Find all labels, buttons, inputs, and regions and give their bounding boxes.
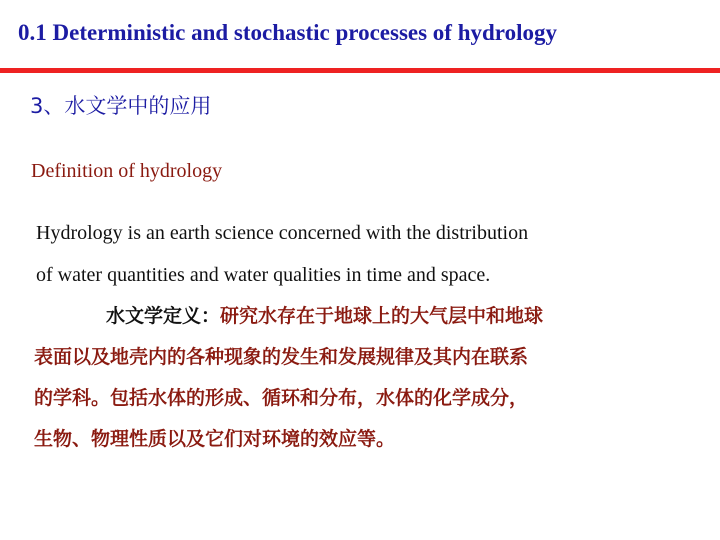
title-divider — [0, 68, 720, 73]
slide-title: 0.1 Deterministic and stochastic processes of hydrology — [18, 20, 557, 45]
english-definition-line: Hydrology is an earth science concerned with the distribution — [36, 222, 529, 244]
english-definition — [36, 212, 706, 296]
chinese-definition-line: 表面以及地壳内的各种现象的发生和发展规律及其内在联系 — [34, 346, 529, 368]
chinese-definition-line: 生物、物理性质以及它们对环境的效应等。 — [34, 428, 396, 450]
chinese-definition-line — [34, 296, 710, 337]
chinese-definition — [34, 296, 710, 460]
definition-term: 水文学定义： — [106, 305, 221, 327]
section-heading: 3、水文学中的应用 — [30, 94, 212, 118]
definition-heading: Definition of hydrology — [31, 160, 223, 182]
definition-text: 研究水存在于地球上的大气层中和地球 — [220, 305, 544, 327]
english-definition-line: of water quantities and water qualities in time and space. — [36, 264, 491, 286]
chinese-definition-line: 的学科。包括水体的形成、循环和分布，水体的化学成分， — [34, 387, 529, 409]
